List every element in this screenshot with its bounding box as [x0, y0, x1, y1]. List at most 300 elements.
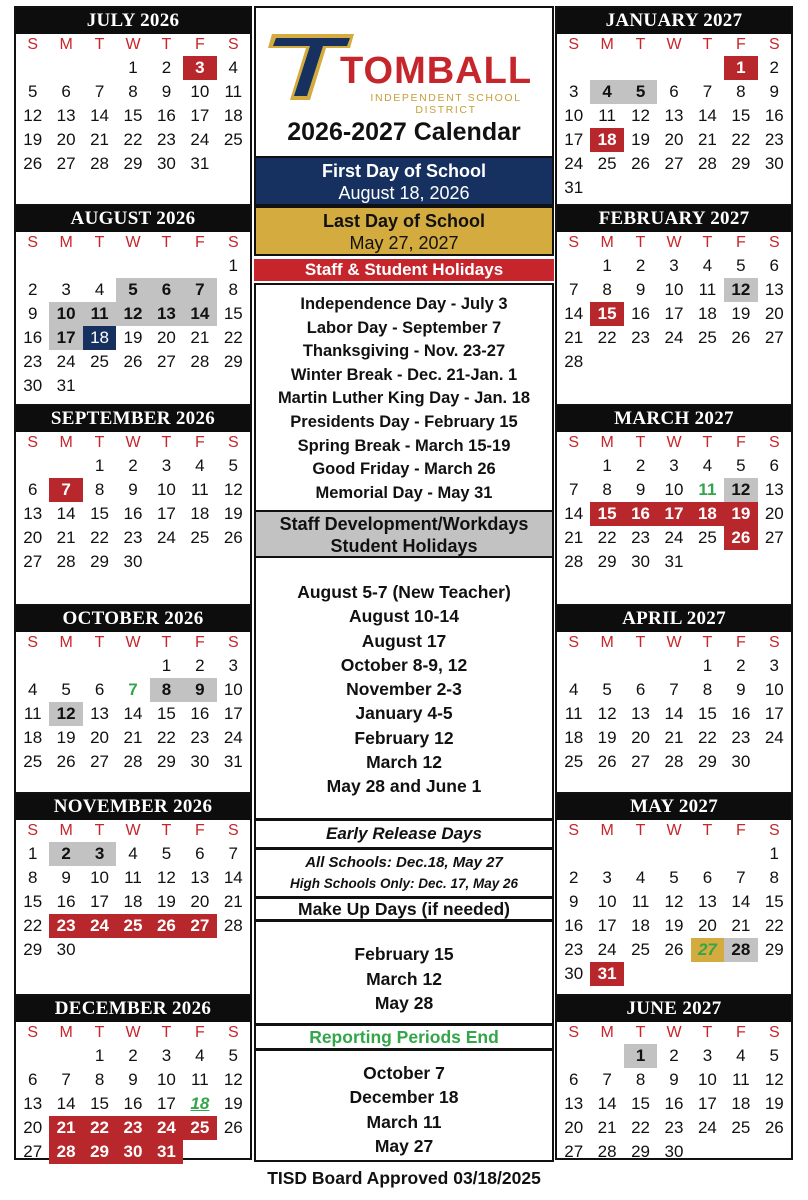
day-cell: 15	[23, 892, 43, 911]
empty-day-cell	[83, 654, 116, 678]
empty-day-cell	[16, 1044, 49, 1068]
weekday-label: F	[194, 634, 205, 651]
day-cell: 30	[731, 752, 751, 771]
day-cell: 18	[123, 892, 143, 911]
holiday-item: Labor Day - September 7	[306, 318, 502, 337]
day-cell: 19	[764, 1094, 784, 1113]
day-cell: 8	[702, 680, 713, 699]
day-cell: 30	[631, 552, 651, 571]
day-cell: 2	[736, 656, 746, 675]
weekday-label: F	[194, 822, 205, 839]
day-cell: 21	[731, 916, 751, 935]
first-day-label: First Day of School	[321, 161, 487, 181]
day-cell: 8	[94, 1070, 105, 1089]
weekday-label: S	[27, 434, 39, 451]
day-cell: 19	[123, 328, 143, 347]
day-cell: 2	[128, 456, 138, 475]
day-cell: 11	[23, 704, 42, 723]
day-cell: 13	[564, 1094, 584, 1113]
marked-day-cell: 7	[49, 478, 82, 502]
empty-day-cell	[624, 654, 657, 678]
day-cell: 6	[635, 680, 646, 699]
day-cell: 5	[161, 844, 172, 863]
day-cell: 26	[664, 940, 684, 959]
day-cell: 1	[94, 456, 105, 475]
day-cell: 14	[90, 106, 110, 125]
marked-day-cell: 5	[116, 278, 149, 302]
day-cell: 25	[697, 528, 717, 547]
marked-day-cell: 19	[724, 502, 757, 526]
day-cell: 30	[23, 376, 43, 395]
day-cell: 4	[635, 868, 646, 887]
empty-day-cell	[16, 254, 49, 278]
marked-day-cell: 23	[49, 914, 82, 938]
workday-item: August 5-7 (New Teacher)	[297, 582, 511, 602]
marked-day-cell: 31	[590, 962, 623, 986]
weekday-label: T	[94, 234, 105, 251]
day-cell: 6	[769, 256, 779, 275]
marked-day-cell: 12	[724, 478, 757, 502]
weekday-label: S	[768, 634, 780, 651]
day-cell: 19	[631, 130, 651, 149]
marked-day-cell: 13	[150, 302, 183, 326]
day-cell: 22	[156, 728, 176, 747]
last-day-banner	[254, 206, 554, 256]
day-cell: 21	[56, 528, 76, 547]
day-cell: 9	[635, 280, 646, 299]
day-cell: 27	[764, 328, 784, 347]
reporting-period-item: October 7	[363, 1063, 445, 1083]
month-calendar	[14, 994, 252, 1160]
weekday-header-row	[557, 232, 791, 254]
first-day-date: August 18, 2026	[338, 183, 470, 203]
days-grid	[16, 454, 250, 574]
day-cell: 3	[702, 1046, 713, 1065]
day-cell: 5	[602, 680, 612, 699]
day-cell: 23	[664, 1118, 684, 1137]
day-cell: 16	[23, 328, 43, 347]
day-cell: 3	[769, 656, 779, 675]
weekday-label: F	[735, 434, 746, 451]
day-cell: 6	[568, 1070, 579, 1089]
day-cell: 13	[764, 280, 784, 299]
day-cell: 31	[190, 154, 210, 173]
empty-day-cell	[724, 842, 757, 866]
day-cell: 7	[568, 480, 579, 499]
month-calendar	[555, 6, 793, 206]
holiday-item: Martin Luther King Day - Jan. 18	[277, 389, 531, 408]
day-cell: 25	[597, 154, 617, 173]
day-cell: 21	[123, 728, 143, 747]
weekday-label: T	[702, 822, 713, 839]
day-cell: 4	[702, 256, 713, 275]
day-cell: 22	[597, 528, 617, 547]
weekday-label: S	[227, 822, 239, 839]
day-cell: 22	[631, 1118, 651, 1137]
weekday-label: F	[735, 36, 746, 53]
day-cell: 12	[223, 480, 243, 499]
day-cell: 30	[764, 154, 784, 173]
month-title: MAY 2027	[557, 794, 791, 820]
weekday-label: S	[27, 634, 39, 651]
weekday-label: T	[702, 1024, 713, 1041]
day-cell: 29	[123, 154, 143, 173]
day-cell: 8	[635, 1070, 646, 1089]
weekday-label: F	[735, 634, 746, 651]
day-cell: 13	[697, 892, 717, 911]
day-cell: 11	[191, 480, 209, 499]
weekday-label: W	[125, 634, 141, 651]
day-cell: 7	[702, 82, 713, 101]
day-cell: 26	[631, 154, 651, 173]
day-cell: 17	[190, 106, 210, 125]
holiday-item: Presidents Day - February 15	[290, 412, 518, 431]
weekday-label: S	[568, 634, 580, 651]
marked-day-cell: 25	[183, 1116, 216, 1140]
day-cell: 12	[631, 106, 651, 125]
day-cell: 30	[564, 964, 584, 983]
day-cell: 13	[56, 106, 76, 125]
day-cell: 28	[223, 916, 243, 935]
makeup-days-list	[254, 920, 554, 1025]
empty-day-cell	[83, 56, 116, 80]
marked-day-cell: 27	[183, 914, 216, 938]
weekday-label: F	[735, 822, 746, 839]
day-cell: 18	[631, 916, 651, 935]
empty-day-cell	[657, 56, 690, 80]
day-cell: 11	[564, 704, 583, 723]
day-cell: 2	[195, 656, 205, 675]
day-cell: 20	[23, 1118, 43, 1137]
day-cell: 9	[128, 480, 138, 499]
month-title: JUNE 2027	[557, 996, 791, 1022]
marked-day-cell: 30	[116, 1140, 149, 1164]
marked-day-cell: 16	[624, 502, 657, 526]
board-approval-footer: TISD Board Approved 03/18/2025	[267, 1168, 541, 1188]
day-cell: 17	[90, 892, 110, 911]
weekday-label: T	[161, 234, 172, 251]
makeup-day-item: March 12	[366, 968, 442, 989]
holidays-list	[254, 283, 554, 512]
weekday-label: W	[666, 634, 682, 651]
day-cell: 28	[664, 752, 684, 771]
days-grid	[557, 56, 791, 200]
empty-day-cell	[624, 842, 657, 866]
weekday-header-row	[557, 1022, 791, 1044]
day-cell: 30	[123, 552, 143, 571]
weekday-header-row	[16, 820, 250, 842]
day-cell: 26	[23, 154, 43, 173]
weekday-label: S	[227, 434, 239, 451]
weekday-label: T	[702, 634, 713, 651]
weekday-label: S	[227, 234, 239, 251]
empty-day-cell	[116, 654, 149, 678]
empty-day-cell	[691, 56, 724, 80]
weekday-label: W	[125, 234, 141, 251]
day-cell: 16	[564, 916, 584, 935]
district-subtitle: INDEPENDENT SCHOOL DISTRICT	[370, 92, 522, 116]
day-cell: 14	[664, 704, 684, 723]
calendar-title: 2026-2027 Calendar	[287, 118, 521, 146]
day-cell: 7	[602, 1070, 612, 1089]
day-cell: 18	[697, 304, 717, 323]
weekday-label: S	[27, 36, 39, 53]
day-cell: 11	[732, 1070, 750, 1089]
day-cell: 9	[736, 680, 746, 699]
day-cell: 13	[664, 106, 684, 125]
weekday-header-row	[557, 34, 791, 56]
month-calendar	[14, 792, 252, 996]
weekday-label: M	[600, 36, 614, 53]
weekday-label: S	[568, 1024, 580, 1041]
day-cell: 22	[764, 916, 784, 935]
weekday-label: W	[666, 36, 682, 53]
weekday-header-row	[16, 34, 250, 56]
weekday-label: T	[635, 634, 646, 651]
day-cell: 14	[597, 1094, 617, 1113]
marked-day-cell: 1	[724, 56, 757, 80]
weekday-label: F	[735, 234, 746, 251]
day-cell: 2	[568, 868, 579, 887]
day-cell: 9	[61, 868, 71, 887]
weekday-label: F	[194, 1024, 205, 1041]
day-cell: 1	[602, 256, 612, 275]
day-cell: 23	[731, 728, 751, 747]
day-cell: 24	[764, 728, 784, 747]
marked-day-cell: 23	[116, 1116, 149, 1140]
marked-day-cell: 31	[150, 1140, 183, 1164]
day-cell: 1	[602, 456, 612, 475]
last-day-date: May 27, 2027	[349, 233, 459, 253]
day-cell: 3	[61, 280, 71, 299]
workday-item: November 2-3	[346, 679, 462, 700]
marked-day-cell: 8	[150, 678, 183, 702]
day-cell: 5	[736, 456, 746, 475]
weekday-label: T	[161, 36, 172, 53]
month-calendar	[14, 404, 252, 606]
holiday-item: Memorial Day - May 31	[315, 483, 493, 502]
day-cell: 5	[27, 82, 38, 101]
empty-day-cell	[557, 1044, 590, 1068]
marked-day-cell: 18	[691, 502, 724, 526]
day-cell: 24	[156, 528, 176, 547]
marked-day-cell: 9	[183, 678, 216, 702]
empty-day-cell	[590, 56, 623, 80]
weekday-label: F	[735, 1024, 746, 1041]
weekday-label: W	[666, 234, 682, 251]
early-release-header: Early Release Days	[254, 819, 554, 849]
day-cell: 16	[631, 304, 651, 323]
marked-day-cell: 1	[624, 1044, 657, 1068]
marked-day-cell: 15	[590, 502, 623, 526]
makeup-days-header: Make Up Days (if needed)	[254, 897, 554, 921]
day-cell: 14	[123, 704, 143, 723]
day-cell: 9	[669, 1070, 679, 1089]
day-cell: 3	[568, 82, 579, 101]
day-cell: 28	[90, 154, 110, 173]
day-cell: 2	[635, 256, 646, 275]
reporting-periods-list	[254, 1049, 554, 1162]
weekday-label: M	[59, 634, 73, 651]
workdays-header-line2: Student Holidays	[330, 536, 478, 556]
day-cell: 27	[156, 352, 176, 371]
day-cell: 9	[769, 82, 779, 101]
day-cell: 5	[228, 1046, 238, 1065]
day-cell: 18	[564, 728, 584, 747]
day-cell: 20	[23, 528, 43, 547]
day-cell: 6	[669, 82, 679, 101]
early-release-list	[254, 848, 554, 898]
day-cell: 10	[156, 480, 176, 499]
day-cell: 16	[190, 704, 210, 723]
marked-day-cell: 18	[83, 326, 116, 350]
first-day-banner	[254, 156, 554, 206]
day-cell: 3	[228, 656, 238, 675]
marked-day-cell: 27	[691, 938, 724, 962]
day-cell: 3	[161, 456, 172, 475]
day-cell: 17	[223, 704, 243, 723]
month-calendar	[14, 204, 252, 406]
empty-day-cell	[624, 56, 657, 80]
day-cell: 16	[156, 106, 176, 125]
day-cell: 18	[223, 106, 243, 125]
day-cell: 24	[664, 328, 684, 347]
day-cell: 5	[669, 868, 679, 887]
weekday-label: F	[194, 434, 205, 451]
day-cell: 15	[223, 304, 243, 323]
weekday-label: T	[94, 822, 105, 839]
day-cell: 10	[764, 680, 784, 699]
weekday-label: M	[600, 434, 614, 451]
day-cell: 19	[56, 728, 76, 747]
day-cell: 17	[764, 704, 784, 723]
day-cell: 12	[597, 704, 617, 723]
day-cell: 2	[769, 58, 779, 77]
day-cell: 6	[702, 868, 713, 887]
weekday-label: S	[227, 1024, 239, 1041]
day-cell: 29	[597, 552, 617, 571]
month-title: JULY 2026	[16, 8, 250, 34]
days-grid	[16, 842, 250, 962]
day-cell: 20	[190, 892, 210, 911]
workday-item: August 17	[361, 630, 447, 651]
day-cell: 29	[764, 940, 784, 959]
day-cell: 12	[156, 868, 176, 887]
marked-day-cell: 4	[590, 80, 623, 104]
day-cell: 6	[769, 456, 779, 475]
day-cell: 19	[731, 304, 751, 323]
day-cell: 24	[597, 940, 617, 959]
day-cell: 19	[223, 1094, 243, 1113]
day-cell: 22	[123, 130, 143, 149]
empty-day-cell	[150, 254, 183, 278]
weekday-label: S	[768, 434, 780, 451]
weekday-label: S	[227, 36, 239, 53]
weekday-label: W	[666, 434, 682, 451]
holidays-header: Staff & Student Holidays	[254, 259, 554, 281]
day-cell: 31	[223, 752, 243, 771]
empty-day-cell	[49, 454, 82, 478]
month-title: AUGUST 2026	[16, 206, 250, 232]
day-cell: 31	[664, 552, 684, 571]
day-cell: 11	[598, 106, 616, 125]
day-cell: 25	[631, 940, 651, 959]
days-grid	[557, 454, 791, 574]
day-cell: 8	[228, 280, 238, 299]
marked-day-cell: 24	[150, 1116, 183, 1140]
day-cell: 15	[631, 1094, 651, 1113]
weekday-label: W	[125, 36, 141, 53]
day-cell: 6	[94, 680, 105, 699]
day-cell: 13	[764, 480, 784, 499]
day-cell: 1	[27, 844, 38, 863]
empty-day-cell	[116, 254, 149, 278]
day-cell: 9	[27, 304, 38, 323]
day-cell: 4	[736, 1046, 746, 1065]
marked-day-cell: 11	[83, 302, 116, 326]
day-cell: 11	[191, 1070, 209, 1089]
day-cell: 23	[123, 528, 143, 547]
workday-item: February 12	[354, 727, 454, 748]
day-cell: 27	[631, 752, 651, 771]
day-cell: 27	[23, 552, 43, 571]
day-cell: 20	[631, 728, 651, 747]
day-cell: 8	[602, 480, 612, 499]
weekday-label: T	[94, 634, 105, 651]
makeup-day-item: February 15	[354, 944, 454, 964]
day-cell: 1	[228, 256, 238, 275]
day-cell: 30	[56, 940, 76, 959]
day-cell: 2	[128, 1046, 138, 1065]
empty-day-cell	[657, 842, 690, 866]
month-title: SEPTEMBER 2026	[16, 406, 250, 432]
day-cell: 17	[664, 304, 684, 323]
day-cell: 29	[156, 752, 176, 771]
day-cell: 30	[156, 154, 176, 173]
day-cell: 2	[635, 456, 646, 475]
day-cell: 24	[697, 1118, 717, 1137]
day-cell: 14	[564, 304, 584, 323]
weekday-header-row	[16, 1022, 250, 1044]
day-cell: 7	[94, 82, 105, 101]
marked-day-cell: 17	[657, 502, 690, 526]
day-cell: 6	[27, 480, 38, 499]
marked-day-cell: 12	[724, 278, 757, 302]
weekday-label: T	[635, 822, 646, 839]
empty-day-cell	[557, 56, 590, 80]
day-cell: 3	[669, 256, 679, 275]
day-cell: 10	[156, 1070, 176, 1089]
day-cell: 21	[223, 892, 243, 911]
day-cell: 23	[156, 130, 176, 149]
month-calendar	[14, 6, 252, 206]
day-cell: 11	[631, 892, 650, 911]
weekday-label: M	[600, 234, 614, 251]
marked-day-cell: 26	[150, 914, 183, 938]
day-cell: 20	[764, 304, 784, 323]
day-cell: 6	[195, 844, 205, 863]
workdays-list	[254, 556, 554, 820]
day-cell: 15	[764, 892, 784, 911]
day-cell: 22	[223, 328, 243, 347]
day-cell: 17	[697, 1094, 717, 1113]
day-cell: 8	[94, 480, 105, 499]
day-cell: 19	[664, 916, 684, 935]
last-day-label: Last Day of School	[322, 211, 486, 231]
day-cell: 22	[731, 130, 751, 149]
month-calendar	[555, 792, 793, 996]
day-cell: 3	[669, 456, 679, 475]
